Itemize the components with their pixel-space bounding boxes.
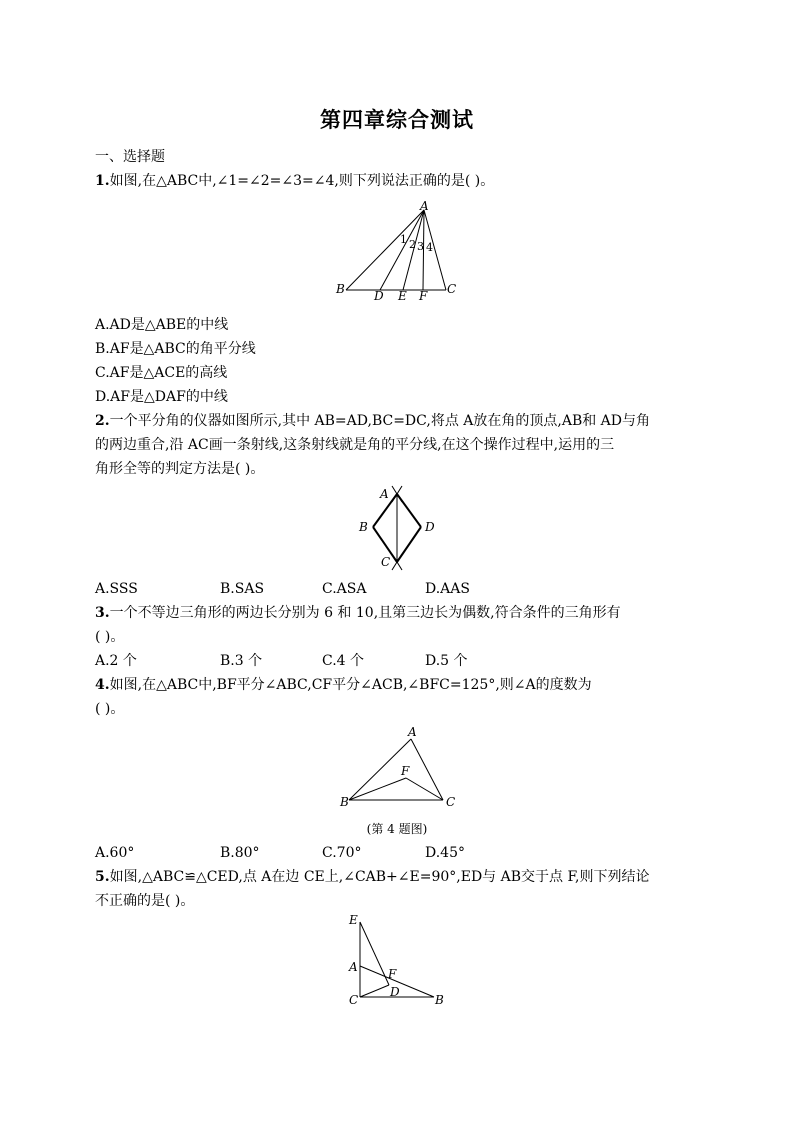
label-B: B bbox=[435, 993, 444, 1007]
label-F: F bbox=[388, 967, 397, 981]
q4-figure bbox=[338, 724, 462, 812]
question-3 bbox=[95, 604, 621, 622]
q2-figure bbox=[356, 484, 440, 574]
label-E: E bbox=[398, 289, 407, 303]
question-text: 如图,△ABC≌△CED,点 A在边 CE上,∠CAB+∠E=90°,ED与 AB交于点 F,则下列结论 bbox=[109, 869, 650, 885]
question-4 bbox=[95, 676, 592, 694]
question-text: 如图,在△ABC中,BF平分∠ABC,CF平分∠ACB,∠BFC=125°,则∠A的度数为 bbox=[109, 677, 592, 693]
q4-option-c: C.70° bbox=[322, 845, 362, 861]
figure-caption: (第 4 题图) bbox=[366, 822, 428, 836]
q3-option-b: B.3 个 bbox=[220, 653, 263, 669]
label-C: C bbox=[447, 282, 457, 296]
question-number: 4. bbox=[95, 677, 110, 693]
q5-figure bbox=[344, 910, 448, 1010]
label-D: D bbox=[390, 985, 400, 999]
question-5 bbox=[95, 868, 649, 886]
question-2-line-2: 的两边重合,沿 AC画一条射线,这条射线就是角的平分线,在这个操作过程中,运用的三 bbox=[95, 437, 615, 453]
question-text: 一个不等边三角形的两边长分别为 6 和 10,且第三边长为偶数,符合条件的三角形有 bbox=[109, 605, 621, 621]
q4-option-d: D.45° bbox=[425, 845, 465, 861]
q1-option-c: C.AF是△ACE的高线 bbox=[95, 365, 228, 381]
label-C: C bbox=[446, 795, 456, 809]
question-2 bbox=[95, 412, 650, 430]
angle-1: 1 bbox=[400, 233, 407, 246]
label-B: B bbox=[359, 520, 368, 534]
q2-option-c: C.ASA bbox=[322, 581, 367, 597]
label-A: A bbox=[349, 960, 358, 974]
q3-option-a: A.2 个 bbox=[95, 653, 137, 669]
question-text: 一个平分角的仪器如图所示,其中 AB=AD,BC=DC,将点 A放在角的顶点,AB和 AD与角 bbox=[109, 413, 651, 429]
q3-option-d: D.5 个 bbox=[425, 653, 468, 669]
label-A: A bbox=[420, 199, 429, 213]
q2-option-b: B.SAS bbox=[220, 581, 265, 597]
label-C: C bbox=[381, 555, 391, 569]
label-E: E bbox=[349, 913, 358, 927]
page-title: 第四章综合测试 bbox=[320, 107, 474, 132]
label-F: F bbox=[401, 764, 410, 778]
q4-option-a: A.60° bbox=[95, 845, 135, 861]
question-4-line-2: ( )。 bbox=[95, 701, 125, 717]
question-number: 3. bbox=[95, 605, 110, 621]
q3-option-c: C.4 个 bbox=[322, 653, 365, 669]
question-number: 1. bbox=[95, 173, 110, 189]
q1-option-b: B.AF是△ABC的角平分线 bbox=[95, 341, 256, 357]
label-D: D bbox=[374, 289, 384, 303]
label-C: C bbox=[349, 993, 359, 1007]
angle-4: 4 bbox=[426, 241, 433, 254]
question-2-line-3: 角形全等的判定方法是( )。 bbox=[95, 461, 265, 477]
question-1 bbox=[95, 172, 494, 190]
question-3-line-2: ( )。 bbox=[95, 629, 125, 645]
question-number: 5. bbox=[95, 869, 110, 885]
label-D: D bbox=[425, 520, 435, 534]
label-A: A bbox=[408, 725, 417, 739]
label-F: F bbox=[419, 289, 428, 303]
angle-2: 2 bbox=[409, 238, 416, 251]
label-A: A bbox=[380, 487, 389, 501]
question-number: 2. bbox=[95, 413, 110, 429]
q1-option-d: D.AF是△DAF的中线 bbox=[95, 389, 228, 405]
label-B: B bbox=[336, 282, 345, 296]
angle-3: 3 bbox=[417, 240, 424, 253]
q2-option-d: D.AAS bbox=[425, 581, 470, 597]
q1-option-a: A.AD是△ABE的中线 bbox=[95, 317, 229, 333]
q1-figure bbox=[336, 200, 466, 304]
label-B: B bbox=[340, 795, 349, 809]
q4-option-b: B.80° bbox=[220, 845, 260, 861]
q2-option-a: A.SSS bbox=[95, 581, 138, 597]
section-heading: 一、选择题 bbox=[95, 149, 165, 165]
question-text: 如图,在△ABC中,∠1=∠2=∠3=∠4,则下列说法正确的是( )。 bbox=[109, 173, 495, 189]
question-5-line-2: 不正确的是( )。 bbox=[95, 893, 195, 909]
